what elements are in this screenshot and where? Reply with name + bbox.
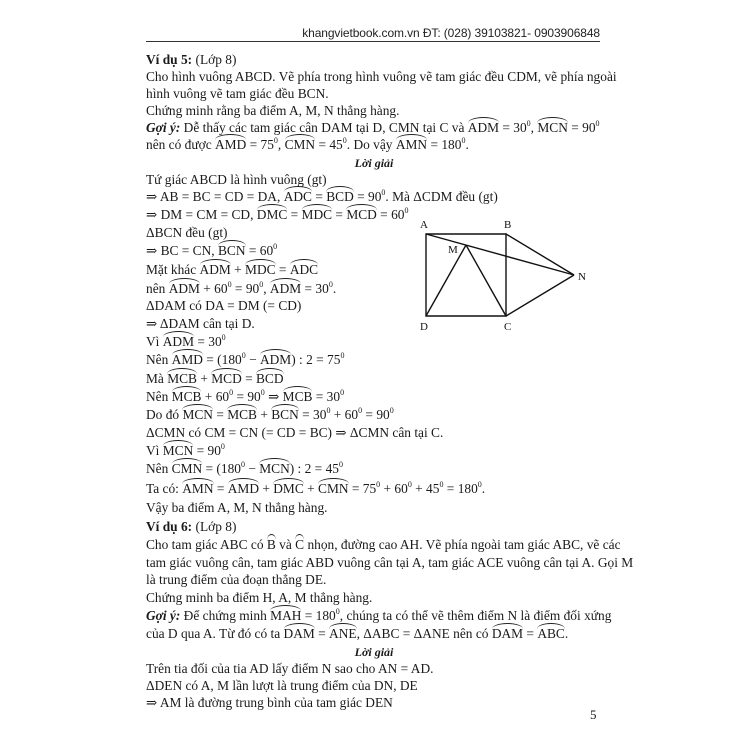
example5-solution-line: ΔDAM có DA = DM (= CD): [146, 298, 302, 313]
page-number: 5: [590, 707, 597, 722]
square-triangle-diagram: [410, 212, 600, 338]
example6-problem-line: Chứng minh ba điểm H, A, M thẳng hàng.: [146, 590, 373, 605]
example5-solution-line: ⇒ AB = BC = CD = DA, ADC = BCD = $90^0$. Mà ΔCDM đều (gt): [146, 188, 498, 204]
example5-solution-line: Mà MCB + MCD = BCD: [146, 371, 284, 386]
example5-solution-line: Vì ADM = $30^0$: [146, 333, 226, 349]
example5-solution-line: Vậy ba điểm A, M, N thẳng hàng.: [146, 500, 328, 515]
example5-solution-line: ΔCMN có CM = CN (= CD = BC) ⇒ ΔCMN cân tại C.: [146, 425, 444, 440]
example5-solution-heading: Lời giải: [354, 156, 394, 170]
example5-solution-line: Tứ giác ABCD là hình vuông (gt): [146, 172, 327, 187]
example5-solution-line: Nên MCB + $60^0 = 90^0$ ⇒ MCB = $30^0$: [146, 388, 345, 404]
example5-solution-line: nên ADM + $60^0 = 90^0$, ADM = $30^0$.: [146, 280, 337, 296]
example5-solution-line: ⇒ BC = CN, BCN = $60^0$: [146, 242, 278, 258]
example6-problem-line: tam giác vuông cân, tam giác ABD vuông cân tại A, tam giác ACE vuông cân tại A. Gọi M: [146, 555, 634, 570]
example5-hint-line: nên có được AMD = $75^0$, CMN = $45^0$. Do vậy AMN = $180^0$.: [146, 136, 469, 152]
example5-problem-line: hình vuông vẽ tam giác đều BCN.: [146, 86, 329, 101]
label-a: A: [420, 219, 428, 231]
example6-solution-line: Trên tia đối của tia AD lấy điểm N sao cho AN = AD.: [146, 661, 434, 676]
geometry-figure: [410, 212, 600, 338]
example6-problem-line: Cho tam giác ABC có B và C nhọn, đường cao AH. Vẽ phía ngoài tam giác ABC, vẽ các: [146, 537, 621, 552]
example6-problem-line: là trung điểm của đoạn thẳng DE.: [146, 572, 327, 587]
example5-solution-line: Vì MCN = $90^0$: [146, 442, 225, 458]
segment-cm: [466, 245, 506, 316]
example6-hint-line: của D qua A. Từ đó có ta DAM = ANE, ΔABC = ΔANE nên có DAM = ABC.: [146, 626, 569, 641]
example5-solution-line: Ta có: AMN = AMD + DMC + CMN = $75^0 + 60^0 + 45^0 = 180^0$.: [146, 480, 486, 496]
label-d: D: [420, 321, 428, 333]
example5-solution-line: ΔBCN đều (gt): [146, 225, 228, 240]
example5-solution-line: ⇒ DM = CM = CD, DMC = MDC = MCD = $60^0$: [146, 206, 409, 222]
label-b: B: [504, 219, 512, 231]
example5-hint-line: Gợi ý: Dễ thấy các tam giác cân DAM tại D, CMN tại C và ADM = $30^0$, MCN = $90^0$: [146, 119, 600, 135]
header-text: khangvietbook.com.vn ĐT: (028) 39103821- 0903906848: [302, 26, 600, 40]
example6-solution-heading: Lời giải: [354, 645, 394, 659]
example5-solution-line: Nên AMD = $(180^0 - ADM)$ : $2 = 75^0$: [146, 351, 345, 367]
segment-bn: [506, 234, 574, 275]
example5-problem-line: Cho hình vuông ABCD. Vẽ phía trong hình vuông vẽ tam giác đều CDM, vẽ phía ngoài: [146, 69, 617, 84]
example5-solution-line: Do đó MCN = MCB + BCN = $30^0 + 60^0 = 90^0$: [146, 406, 394, 422]
label-m: M: [448, 244, 458, 256]
example5-title: Ví dụ 5: (Lớp 8): [146, 52, 237, 67]
label-c: C: [504, 321, 512, 333]
example5-problem-line: Chứng minh rằng ba điểm A, M, N thẳng hàng.: [146, 103, 400, 118]
segment-cn: [506, 275, 574, 316]
header-rule: [146, 41, 600, 42]
example5-solution-line: Mặt khác ADM + MDC = ADC: [146, 262, 319, 277]
label-n: N: [578, 271, 586, 283]
example5-solution-line: ⇒ ΔDAM cân tại D.: [146, 316, 255, 331]
example6-hint-line: Gợi ý: Để chứng minh MAH = $180^0$, chúng ta có thể vẽ thêm điểm N là điểm đối xứng: [146, 607, 612, 623]
example6-solution-line: ⇒ AM là đường trung bình của tam giác DEN: [146, 695, 393, 710]
page-header: [146, 24, 600, 42]
example6-solution-line: ΔDEN có A, M lần lượt là trung điểm của DN, DE: [146, 678, 418, 693]
segment-dm: [426, 245, 466, 316]
example6-title: Ví dụ 6: (Lớp 8): [146, 519, 237, 534]
example5-solution-line: Nên CMN = $(180^0 - MCN)$ : $2 = 45^0$: [146, 460, 343, 476]
